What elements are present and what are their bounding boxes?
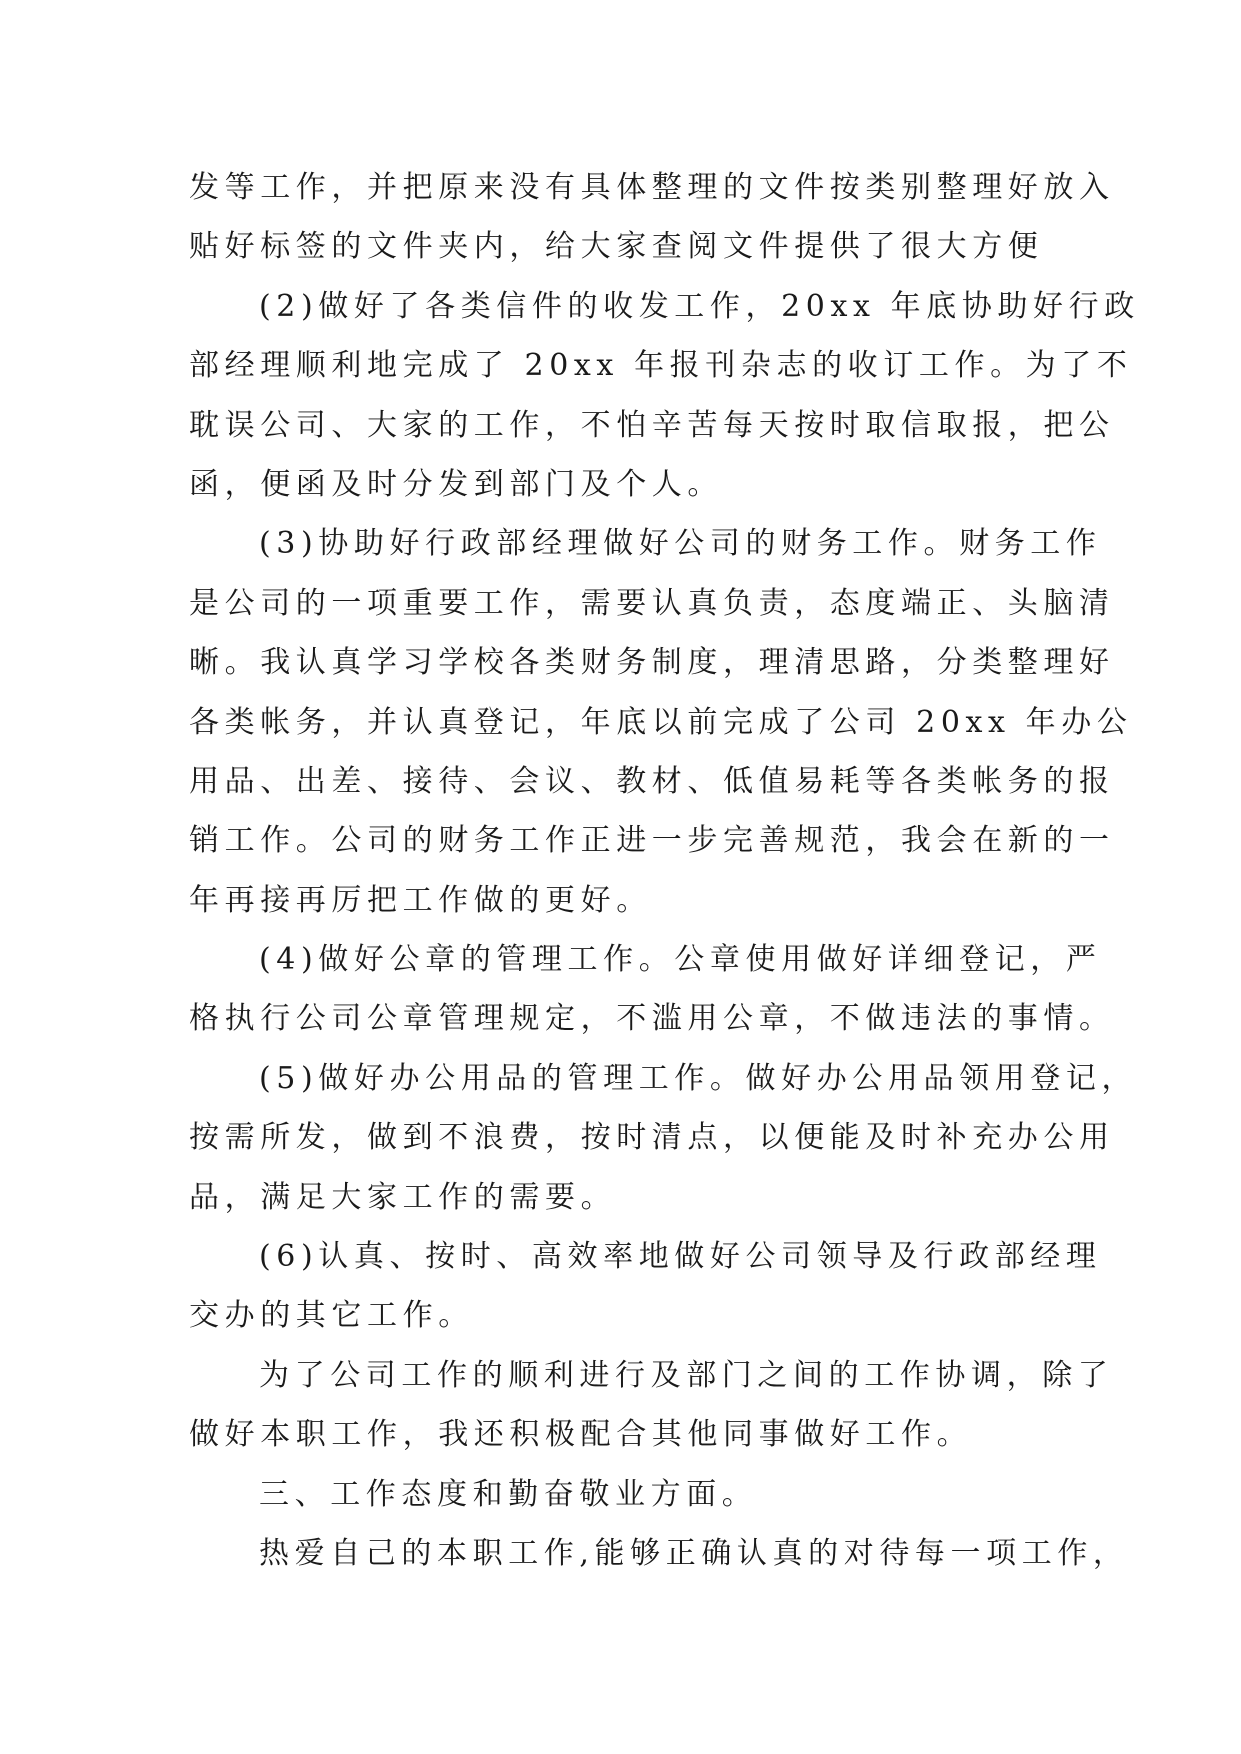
text-line: 用品、出差、接待、会议、教材、低值易耗等各类帐务的报	[189, 763, 1115, 799]
text-line: 耽误公司、大家的工作，不怕辛苦每天按时取信取报，把公	[189, 407, 1115, 443]
text-line: 晰。我认真学习学校各类财务制度，理清思路，分类整理好	[189, 645, 1115, 681]
text-line: (3)协助好行政部经理做好公司的财务工作。财务工作	[259, 526, 1102, 562]
text-line: 为了公司工作的顺利进行及部门之间的工作协调，除了	[259, 1357, 1114, 1393]
text-line: 销工作。公司的财务工作正进一步完善规范，我会在新的一	[189, 823, 1115, 859]
text-line: 三、工作态度和勤奋敬业方面。	[259, 1476, 758, 1512]
text-line: 函，便函及时分发到部门及个人。	[189, 466, 723, 502]
text-line: 热爱自己的本职工作,能够正确认真的对待每一项工作，	[259, 1535, 1129, 1571]
text-line: (2)做好了各类信件的收发工作，20xx 年底协助好行政	[259, 288, 1140, 324]
text-line: 是公司的一项重要工作，需要认真负责，态度端正、头脑清	[189, 585, 1115, 621]
text-line: (4)做好公章的管理工作。公章使用做好详细登记，严	[259, 942, 1102, 978]
text-line: 部经理顺利地完成了 20xx 年报刊杂志的收订工作。为了不	[189, 348, 1133, 384]
text-line: 做好本职工作，我还积极配合其他同事做好工作。	[189, 1417, 973, 1453]
text-line: 交办的其它工作。	[189, 1298, 474, 1334]
text-line: 按需所发，做到不浪费，按时清点，以便能及时补充办公用	[189, 1120, 1115, 1156]
text-line: 发等工作，并把原来没有具体整理的文件按类别整理好放入	[189, 170, 1115, 205]
text-line: 品，满足大家工作的需要。	[189, 1179, 617, 1215]
text-line: 贴好标签的文件夹内，给大家查阅文件提供了很大方便	[189, 229, 1044, 265]
document-body	[189, 158, 1140, 1583]
text-line: (5)做好办公用品的管理工作。做好办公用品领用登记，	[259, 1060, 1138, 1096]
text-line: (6)认真、按时、高效率地做好公司领导及行政部经理	[259, 1239, 1102, 1275]
text-line: 各类帐务，并认真登记，年底以前完成了公司 20xx 年办公	[189, 704, 1133, 740]
text-line: 格执行公司公章管理规定，不滥用公章，不做违法的事情。	[189, 1001, 1115, 1037]
text-line: 年再接再厉把工作做的更好。	[189, 882, 652, 918]
